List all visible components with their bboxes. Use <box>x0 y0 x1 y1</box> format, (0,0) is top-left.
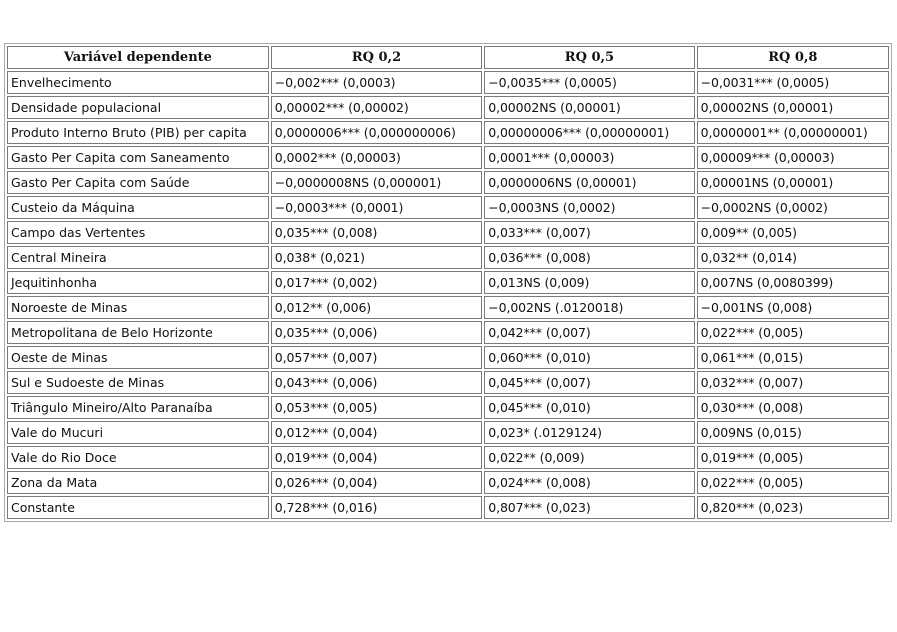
header-row <box>7 46 889 69</box>
rq-0-2-cell: 0,0000006*** (0,000000006) <box>271 121 482 144</box>
table-row <box>7 146 889 169</box>
rq-0-5-cell: −0,002NS (.0120018) <box>484 296 694 319</box>
rq-0-2-cell: 0,035*** (0,008) <box>271 221 482 244</box>
rq-0-8-cell: −0,0031*** (0,0005) <box>697 71 889 94</box>
variable-name-cell: Gasto Per Capita com Saneamento <box>7 146 269 169</box>
table-row <box>7 346 889 369</box>
rq-0-5-cell: 0,0000006NS (0,00001) <box>484 171 694 194</box>
rq-0-8-cell: 0,820*** (0,023) <box>697 496 889 519</box>
table-row <box>7 471 889 494</box>
rq-0-8-cell: 0,007NS (0,0080399) <box>697 271 889 294</box>
table-row <box>7 196 889 219</box>
rq-0-2-cell: 0,057*** (0,007) <box>271 346 482 369</box>
rq-0-8-cell: 0,009** (0,005) <box>697 221 889 244</box>
rq-0-8-cell: 0,00002NS (0,00001) <box>697 96 889 119</box>
rq-0-5-cell: 0,023* (.0129124) <box>484 421 694 444</box>
rq-0-5-cell: 0,045*** (0,010) <box>484 396 694 419</box>
rq-0-8-cell: 0,061*** (0,015) <box>697 346 889 369</box>
table-row <box>7 121 889 144</box>
variable-name-cell: Triângulo Mineiro/Alto Paranaíba <box>7 396 269 419</box>
rq-0-5-cell: 0,022** (0,009) <box>484 446 694 469</box>
rq-0-2-cell: −0,002*** (0,0003) <box>271 71 482 94</box>
table-row <box>7 496 889 519</box>
table-row <box>7 396 889 419</box>
variable-name-cell: Constante <box>7 496 269 519</box>
regression-table <box>5 44 891 521</box>
rq-0-2-cell: 0,00002*** (0,00002) <box>271 96 482 119</box>
rq-0-8-cell: −0,001NS (0,008) <box>697 296 889 319</box>
variable-name-cell: Noroeste de Minas <box>7 296 269 319</box>
table-row <box>7 221 889 244</box>
rq-0-2-cell: 0,026*** (0,004) <box>271 471 482 494</box>
rq-0-5-cell: 0,045*** (0,007) <box>484 371 694 394</box>
rq-0-2-cell: 0,012*** (0,004) <box>271 421 482 444</box>
rq-0-8-cell: 0,0000001** (0,00000001) <box>697 121 889 144</box>
variable-name-cell: Zona da Mata <box>7 471 269 494</box>
variable-name-cell: Jequitinhonha <box>7 271 269 294</box>
table-row <box>7 321 889 344</box>
variable-name-cell: Produto Interno Bruto (PIB) per capita <box>7 121 269 144</box>
rq-0-2-cell: 0,017*** (0,002) <box>271 271 482 294</box>
variable-name-cell: Gasto Per Capita com Saúde <box>7 171 269 194</box>
variable-name-cell: Sul e Sudoeste de Minas <box>7 371 269 394</box>
rq-0-8-cell: 0,019*** (0,005) <box>697 446 889 469</box>
rq-0-8-cell: 0,032** (0,014) <box>697 246 889 269</box>
rq-0-2-cell: 0,043*** (0,006) <box>271 371 482 394</box>
rq-0-5-cell: 0,024*** (0,008) <box>484 471 694 494</box>
header-rq-0-5: RQ 0,5 <box>484 46 694 69</box>
rq-0-5-cell: −0,0003NS (0,0002) <box>484 196 694 219</box>
rq-0-5-cell: −0,0035*** (0,0005) <box>484 71 694 94</box>
rq-0-5-cell: 0,00002NS (0,00001) <box>484 96 694 119</box>
table-row <box>7 246 889 269</box>
rq-0-8-cell: 0,00001NS (0,00001) <box>697 171 889 194</box>
rq-0-8-cell: 0,032*** (0,007) <box>697 371 889 394</box>
variable-name-cell: Envelhecimento <box>7 71 269 94</box>
table-row <box>7 171 889 194</box>
rq-0-2-cell: −0,0003*** (0,0001) <box>271 196 482 219</box>
rq-0-8-cell: 0,009NS (0,015) <box>697 421 889 444</box>
table-row <box>7 271 889 294</box>
rq-0-5-cell: 0,060*** (0,010) <box>484 346 694 369</box>
variable-name-cell: Vale do Mucuri <box>7 421 269 444</box>
rq-0-5-cell: 0,036*** (0,008) <box>484 246 694 269</box>
variable-name-cell: Metropolitana de Belo Horizonte <box>7 321 269 344</box>
variable-name-cell: Central Mineira <box>7 246 269 269</box>
rq-0-8-cell: 0,022*** (0,005) <box>697 471 889 494</box>
header-dependent-variable: Variável dependente <box>7 46 269 69</box>
rq-0-5-cell: 0,807*** (0,023) <box>484 496 694 519</box>
rq-0-2-cell: 0,0002*** (0,00003) <box>271 146 482 169</box>
table-row <box>7 371 889 394</box>
rq-0-5-cell: 0,00000006*** (0,00000001) <box>484 121 694 144</box>
rq-0-2-cell: 0,053*** (0,005) <box>271 396 482 419</box>
table-row <box>7 421 889 444</box>
rq-0-2-cell: 0,038* (0,021) <box>271 246 482 269</box>
rq-0-2-cell: 0,012** (0,006) <box>271 296 482 319</box>
header-rq-0-2: RQ 0,2 <box>271 46 482 69</box>
rq-0-5-cell: 0,013NS (0,009) <box>484 271 694 294</box>
table-row <box>7 446 889 469</box>
table-body <box>7 71 889 519</box>
rq-0-5-cell: 0,0001*** (0,00003) <box>484 146 694 169</box>
table-row <box>7 71 889 94</box>
variable-name-cell: Densidade populacional <box>7 96 269 119</box>
rq-0-2-cell: 0,035*** (0,006) <box>271 321 482 344</box>
header-rq-0-8: RQ 0,8 <box>697 46 889 69</box>
regression-table-container <box>4 43 892 522</box>
rq-0-5-cell: 0,033*** (0,007) <box>484 221 694 244</box>
rq-0-8-cell: −0,0002NS (0,0002) <box>697 196 889 219</box>
variable-name-cell: Vale do Rio Doce <box>7 446 269 469</box>
rq-0-2-cell: 0,728*** (0,016) <box>271 496 482 519</box>
rq-0-2-cell: −0,0000008NS (0,000001) <box>271 171 482 194</box>
variable-name-cell: Custeio da Máquina <box>7 196 269 219</box>
rq-0-8-cell: 0,00009*** (0,00003) <box>697 146 889 169</box>
table-row <box>7 96 889 119</box>
variable-name-cell: Campo das Vertentes <box>7 221 269 244</box>
rq-0-8-cell: 0,022*** (0,005) <box>697 321 889 344</box>
table-row <box>7 296 889 319</box>
rq-0-5-cell: 0,042*** (0,007) <box>484 321 694 344</box>
rq-0-8-cell: 0,030*** (0,008) <box>697 396 889 419</box>
variable-name-cell: Oeste de Minas <box>7 346 269 369</box>
rq-0-2-cell: 0,019*** (0,004) <box>271 446 482 469</box>
